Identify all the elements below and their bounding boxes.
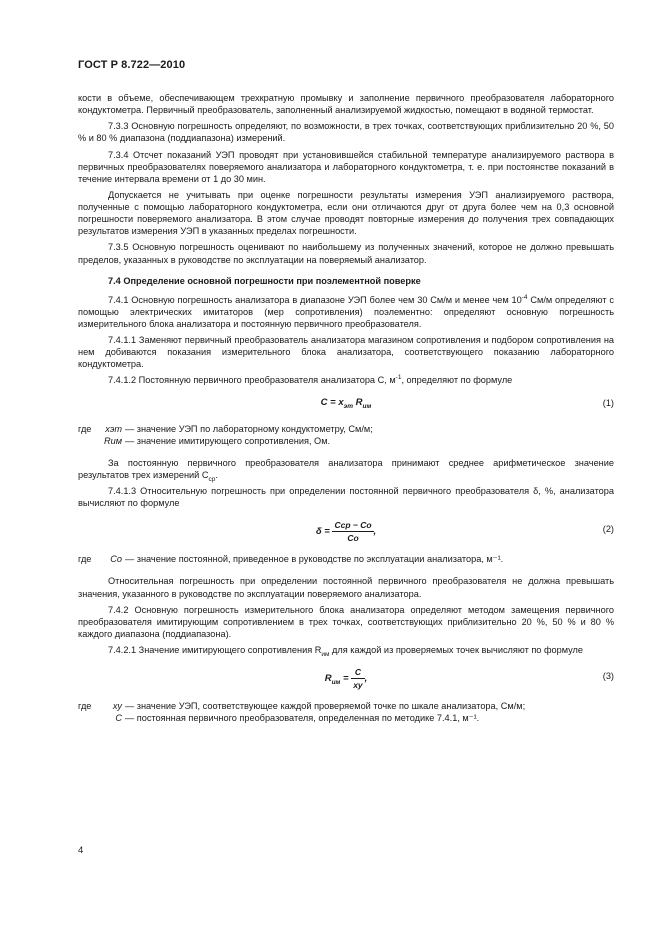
where-row: C — постоянная первичного преобразователя, определенная по методике 7.4.1, м⁻¹. [115, 713, 480, 724]
paragraph: кости в объеме, обеспечивающем трехкратную промывку и заполнение первичного преобразователя лабораторного кондуктометра. Первичный преобразователь, заполненный анализируемой жидкостью, помещают в водяной термостат. [78, 93, 614, 116]
formula-expression: δ = $\frac{\text{Cср − Co}}{Co}$ , [315, 520, 377, 544]
where-block [78, 553, 614, 565]
paragraph: 7.4.1.2 Постоянную первичного преобразователя анализатора C, $м^{-1}$, определяют по формуле [108, 374, 513, 386]
paragraph: Допускается не учитывать при оценке погрешности результаты измерения УЭП анализируемого раствора, полученные с помощью лабораторного кондуктометра, если они отличаются друг от друга более чем на 0,3 основной погрешности поверяемого анализатора. В этом случае проводят повторные измерения до получения трех совпадающих результатов измерения УЭП в указанных пределах погрешности. [78, 189, 614, 237]
formula-number: (1) [602, 397, 614, 408]
paragraph: 7.4.2.1 Значение имитирующего сопротивления $R_{им}$ для каждой из проверяемых точек вычисляют по формуле [108, 645, 584, 658]
formula-1 [78, 391, 614, 417]
section-heading: 7.4 Определение основной погрешности при поэлементной поверке [108, 275, 421, 286]
document-header: ГОСТ Р 8.722—2010 [78, 59, 186, 71]
paragraph: Относительная погрешность при определении постоянной первичного преобразователя не должна превышать значения, указанного в руководстве по эксплуатации поверяемого анализатора. [78, 576, 614, 599]
paragraph: 7.3.5 Основную погрешность оценивают по наибольшему из полученных значений, которое не должно превышать пределов, указанных в руководстве по эксплуатации на поверяемый анализатор. [78, 242, 614, 265]
formula-2 [78, 513, 614, 547]
formula-expression: $C = x_{эт}$ $R_{им}$ [320, 396, 372, 410]
paragraph: 7.3.4 Отсчет показаний УЭП проводят при установившейся стабильной температуре анализируемого раствора в первичных преобразователях поверяемого анализатора и лабораторного кондуктометра, т. е. при постоянстве показаний в течение интервала времени от 1 до 30 мин. [78, 149, 614, 184]
paragraph: 7.4.2 Основную погрешность измерительного блока анализатора определяют методом замещения первичного преобразователя имитирующим сопротивлением в трех точках, соответствующих приблизительно 20 %, 50 % и 80 % каждого диапазона (поддиапазона). [78, 604, 614, 639]
paragraph: За постоянную первичного преобразователя анализатора принимают среднее арифметическое значение результатов трех измерений $C_{ср}$. [78, 457, 614, 483]
where-row: где xy — значение УЭП, соответствующее каждой проверяемой точке по шкале анализатора, См/м; [78, 701, 526, 712]
formula-3 [78, 660, 614, 694]
where-row: где Co — значение постоянной, приведенное в руководстве по эксплуатации анализатора, м⁻¹. [78, 554, 504, 565]
paragraph: 7.3.3 Основную погрешность определяют, по возможности, в трех точках, соответствующих приблизительно 20 %, 50 % и 80 % диапазона (поддиапазона) измерений. [78, 121, 614, 144]
where-block [78, 700, 614, 724]
paragraph: 7.4.1.1 Заменяют первичный преобразователь анализатора магазином сопротивления и подбором сопротивления на нем добиваются показания измерительного блока анализатора, соответствующего показанию лабораторного кондуктометра. [78, 335, 614, 370]
where-row: Rим — значение имитирующего сопротивления, Ом. [103, 435, 331, 446]
formula-expression: $R_{им}$ = $\frac{C}{xy}$ , [324, 667, 368, 691]
where-block [78, 423, 614, 447]
page-number: 4 [78, 845, 84, 856]
document-body [78, 92, 614, 729]
paragraph: 7.4.1 Основную погрешность анализатора в диапазоне УЭП более чем 30 См/м и менее чем $10^{-4}$ См/м определяют с помощью электрических имитаторов (мер сопротивления) поэлементно: определяют основную погрешность измерительного блока анализатора и постоянную первичного преобразователя. [78, 293, 614, 329]
formula-number: (3) [602, 671, 614, 682]
formula-number: (2) [602, 524, 614, 535]
where-row: где xэт — значение УЭП по лабораторному кондуктометру, См/м; [78, 423, 373, 434]
paragraph: 7.4.1.3 Относительную погрешность при определении постоянной первичного преобразователя δ, %, анализатора вычисляют по формуле [78, 486, 614, 509]
